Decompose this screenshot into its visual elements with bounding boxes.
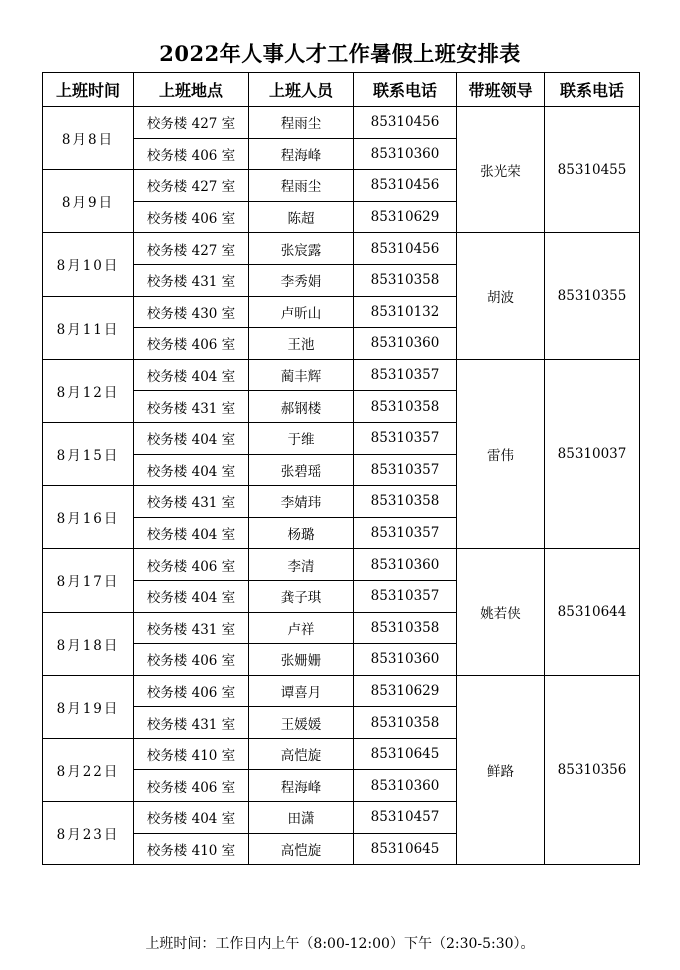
- table-row: [43, 359, 640, 391]
- location-cell: 校务楼 406 室: [134, 328, 249, 360]
- table-row: [43, 549, 640, 581]
- date-cell: 8月15日: [43, 422, 134, 485]
- location-cell: 校务楼 431 室: [134, 612, 249, 644]
- date-cell: 8月18日: [43, 612, 134, 675]
- phone-cell: 85310358: [354, 612, 457, 644]
- header-leader-phone: 联系电话: [545, 73, 640, 107]
- location-cell: 校务楼 406 室: [134, 644, 249, 676]
- header-location: 上班地点: [134, 73, 249, 107]
- phone-cell: 85310645: [354, 738, 457, 770]
- person-cell: 李婧玮: [249, 486, 354, 518]
- phone-cell: 85310456: [354, 107, 457, 139]
- location-cell: 校务楼 431 室: [134, 486, 249, 518]
- phone-cell: 85310360: [354, 328, 457, 360]
- location-cell: 校务楼 404 室: [134, 517, 249, 549]
- person-cell: 于维: [249, 422, 354, 454]
- location-cell: 校务楼 404 室: [134, 802, 249, 834]
- location-cell: 校务楼 406 室: [134, 675, 249, 707]
- header-time: 上班时间: [43, 73, 134, 107]
- leader-phone-cell: 85310644: [545, 549, 640, 675]
- phone-cell: 85310360: [354, 644, 457, 676]
- person-cell: 杨璐: [249, 517, 354, 549]
- location-cell: 校务楼 427 室: [134, 233, 249, 265]
- person-cell: 田潇: [249, 802, 354, 834]
- leader-cell: 张光荣: [457, 107, 545, 233]
- phone-cell: 85310456: [354, 170, 457, 202]
- location-cell: 校务楼 430 室: [134, 296, 249, 328]
- schedule-table: [42, 72, 640, 865]
- person-cell: 程雨尘: [249, 107, 354, 139]
- person-cell: 张碧瑶: [249, 454, 354, 486]
- person-cell: 龚子琪: [249, 580, 354, 612]
- person-cell: 谭喜月: [249, 675, 354, 707]
- location-cell: 校务楼 406 室: [134, 770, 249, 802]
- phone-cell: 85310457: [354, 802, 457, 834]
- person-cell: 程海峰: [249, 138, 354, 170]
- person-cell: 张宸露: [249, 233, 354, 265]
- person-cell: 程海峰: [249, 770, 354, 802]
- phone-cell: 85310629: [354, 201, 457, 233]
- leader-phone-cell: 85310355: [545, 233, 640, 359]
- location-cell: 校务楼 410 室: [134, 833, 249, 865]
- person-cell: 程雨尘: [249, 170, 354, 202]
- location-cell: 校务楼 404 室: [134, 580, 249, 612]
- date-cell: 8月19日: [43, 675, 134, 738]
- header-phone: 联系电话: [354, 73, 457, 107]
- person-cell: 高恺旋: [249, 738, 354, 770]
- date-cell: 8月12日: [43, 359, 134, 422]
- person-cell: 高恺旋: [249, 833, 354, 865]
- page-title: 2022年人事人才工作暑假上班安排表: [159, 41, 521, 66]
- location-cell: 校务楼 404 室: [134, 359, 249, 391]
- table-row: [43, 107, 640, 139]
- date-cell: 8月11日: [43, 296, 134, 359]
- person-cell: 张姗姗: [249, 644, 354, 676]
- person-cell: 王池: [249, 328, 354, 360]
- person-cell: 蔺丰辉: [249, 359, 354, 391]
- table-row: [43, 675, 640, 707]
- phone-cell: 85310357: [354, 580, 457, 612]
- phone-cell: 85310629: [354, 675, 457, 707]
- table-row: [43, 233, 640, 265]
- phone-cell: 85310358: [354, 707, 457, 739]
- phone-cell: 85310360: [354, 138, 457, 170]
- location-cell: 校务楼 406 室: [134, 201, 249, 233]
- phone-cell: 85310358: [354, 391, 457, 423]
- location-cell: 校务楼 406 室: [134, 138, 249, 170]
- date-cell: 8月8日: [43, 107, 134, 170]
- location-cell: 校务楼 431 室: [134, 707, 249, 739]
- person-cell: 卢昕山: [249, 296, 354, 328]
- phone-cell: 85310358: [354, 264, 457, 296]
- person-cell: 卢祥: [249, 612, 354, 644]
- phone-cell: 85310360: [354, 770, 457, 802]
- location-cell: 校务楼 431 室: [134, 391, 249, 423]
- leader-cell: 姚若侠: [457, 549, 545, 675]
- date-cell: 8月16日: [43, 486, 134, 549]
- header-person: 上班人员: [249, 73, 354, 107]
- leader-cell: 鲜路: [457, 675, 545, 865]
- leader-phone-cell: 85310037: [545, 359, 640, 549]
- date-cell: 8月10日: [43, 233, 134, 296]
- leader-phone-cell: 85310356: [545, 675, 640, 865]
- leader-cell: 雷伟: [457, 359, 545, 549]
- header-leader: 带班领导: [457, 73, 545, 107]
- phone-cell: 85310357: [354, 517, 457, 549]
- leader-phone-cell: 85310455: [545, 107, 640, 233]
- person-cell: 郝钢楼: [249, 391, 354, 423]
- phone-cell: 85310456: [354, 233, 457, 265]
- person-cell: 李清: [249, 549, 354, 581]
- location-cell: 校务楼 427 室: [134, 170, 249, 202]
- location-cell: 校务楼 431 室: [134, 264, 249, 296]
- phone-cell: 85310357: [354, 454, 457, 486]
- work-hours-note: 上班时间：工作日内上午（8:00-12:00）下午（2:30-5:30）。: [145, 936, 535, 952]
- location-cell: 校务楼 404 室: [134, 422, 249, 454]
- header-row: [43, 73, 640, 107]
- phone-cell: 85310645: [354, 833, 457, 865]
- date-cell: 8月22日: [43, 738, 134, 801]
- date-cell: 8月9日: [43, 170, 134, 233]
- phone-cell: 85310357: [354, 422, 457, 454]
- phone-cell: 85310358: [354, 486, 457, 518]
- phone-cell: 85310132: [354, 296, 457, 328]
- phone-cell: 85310357: [354, 359, 457, 391]
- location-cell: 校务楼 410 室: [134, 738, 249, 770]
- person-cell: 李秀娟: [249, 264, 354, 296]
- person-cell: 陈超: [249, 201, 354, 233]
- date-cell: 8月23日: [43, 802, 134, 865]
- person-cell: 王媛媛: [249, 707, 354, 739]
- location-cell: 校务楼 406 室: [134, 549, 249, 581]
- location-cell: 校务楼 427 室: [134, 107, 249, 139]
- location-cell: 校务楼 404 室: [134, 454, 249, 486]
- date-cell: 8月17日: [43, 549, 134, 612]
- phone-cell: 85310360: [354, 549, 457, 581]
- leader-cell: 胡波: [457, 233, 545, 359]
